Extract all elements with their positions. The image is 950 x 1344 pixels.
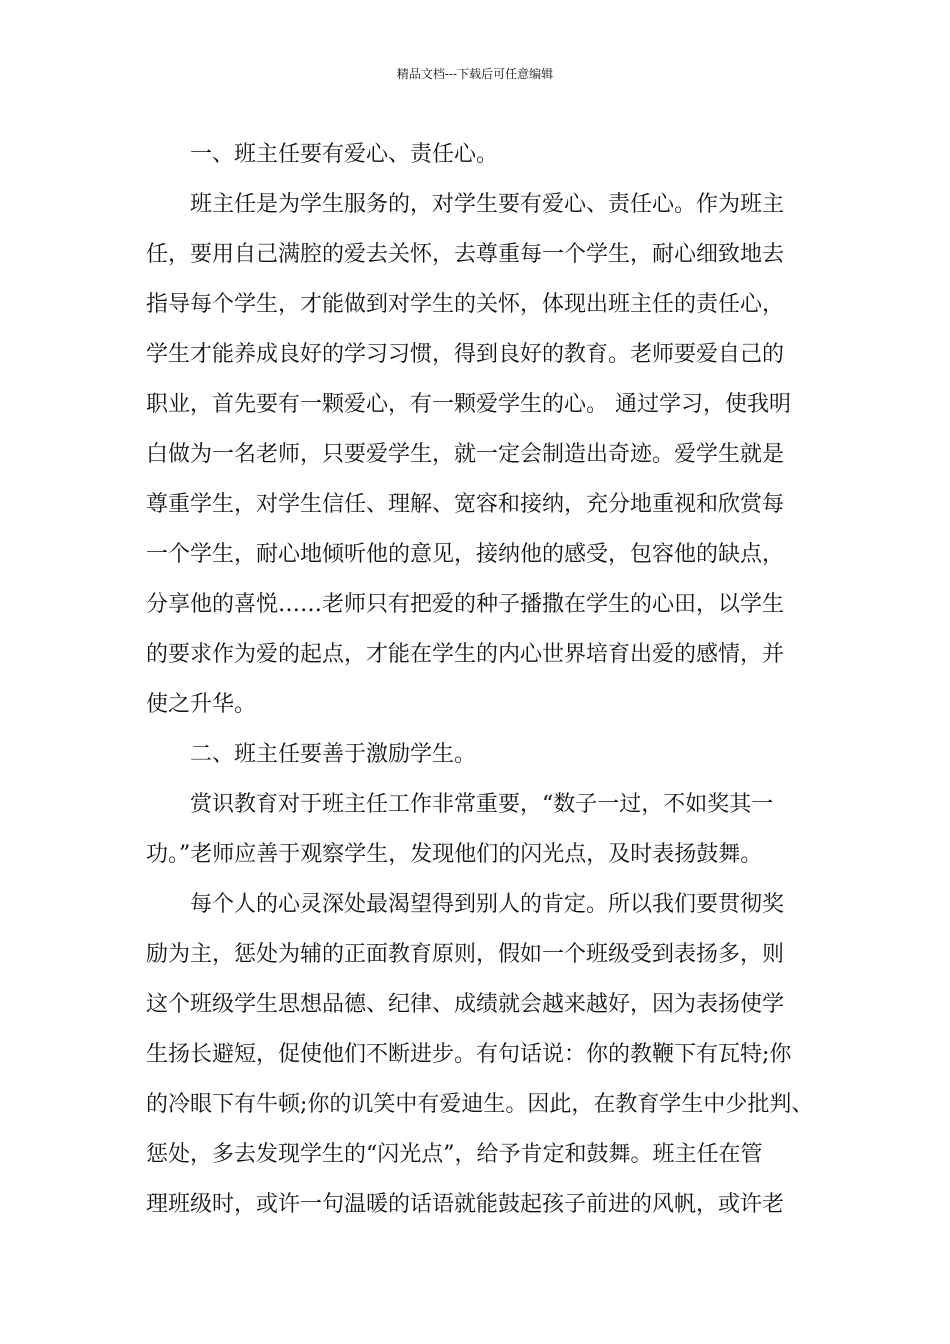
paragraph-1	[146, 180, 816, 730]
text-line: 白做为一名老师，只要爱学生，就一定会制造出奇迹。爱学生就是	[146, 442, 785, 467]
text-line: 这个班级学生思想品德、纪律、成绩就会越来越好，因为表扬使学	[146, 992, 785, 1017]
text-line: 功。”老师应善于观察学生，发现他们的闪光点，及时表扬鼓舞。	[146, 842, 763, 867]
text-line: 学生才能养成良好的学习习惯，得到良好的教育。老师要爱自己的	[146, 342, 785, 367]
text-line: 职业，首先要有一颗爱心，有一颗爱学生的心。 通过学习，使我明	[146, 392, 791, 417]
text-line: 惩处，多去发现学生的“闪光点”，给予肯定和鼓舞。班主任在管	[146, 1142, 763, 1167]
heading-line: 一、班主任要有爱心、责任心。	[190, 142, 499, 167]
text-line: 励为主，惩处为辅的正面教育原则，假如一个班级受到表扬多，则	[146, 942, 785, 967]
page-header: 精品文档---下载后可任意编辑	[396, 67, 554, 81]
text-line: 一个学生，耐心地倾听他的意见，接纳他的感受，包容他的缺点，	[146, 542, 785, 567]
text-line: 赏识教育对于班主任工作非常重要，“数子一过，不如奖其一	[190, 792, 774, 817]
text-line: 分享他的喜悦……老师只有把爱的种子播撒在学生的心田，以学生	[146, 592, 785, 617]
section-heading-2	[146, 730, 816, 780]
text-line: 使之升华。	[146, 692, 257, 717]
text-line: 的要求作为爱的起点，才能在学生的内心世界培育出爱的感情，并	[146, 642, 785, 667]
document-body	[146, 130, 816, 1230]
text-line: 班主任是为学生服务的，对学生要有爱心、责任心。作为班主	[190, 192, 785, 217]
text-line: 生扬长避短，促使他们不断进步。有句话说：你的教鞭下有瓦特;你	[146, 1042, 792, 1067]
section-heading-1	[146, 130, 816, 180]
text-line: 的冷眼下有牛顿;你的讥笑中有爱迪生。因此，在教育学生中少批判、	[146, 1092, 814, 1117]
text-line: 尊重学生，对学生信任、理解、宽容和接纳，充分地重视和欣赏每	[146, 492, 785, 517]
text-line: 每个人的心灵深处最渴望得到别人的肯定。所以我们要贯彻奖	[190, 892, 785, 917]
text-line: 指导每个学生，才能做到对学生的关怀，体现出班主任的责任心，	[146, 292, 785, 317]
heading-line: 二、班主任要善于激励学生。	[190, 742, 477, 767]
text-line: 理班级时，或许一句温暖的话语就能鼓起孩子前进的风帆，或许老	[146, 1192, 785, 1217]
paragraph-3	[146, 880, 816, 1230]
text-line: 任，要用自己满腔的爱去关怀，去尊重每一个学生，耐心细致地去	[146, 242, 785, 267]
paragraph-2	[146, 780, 816, 880]
